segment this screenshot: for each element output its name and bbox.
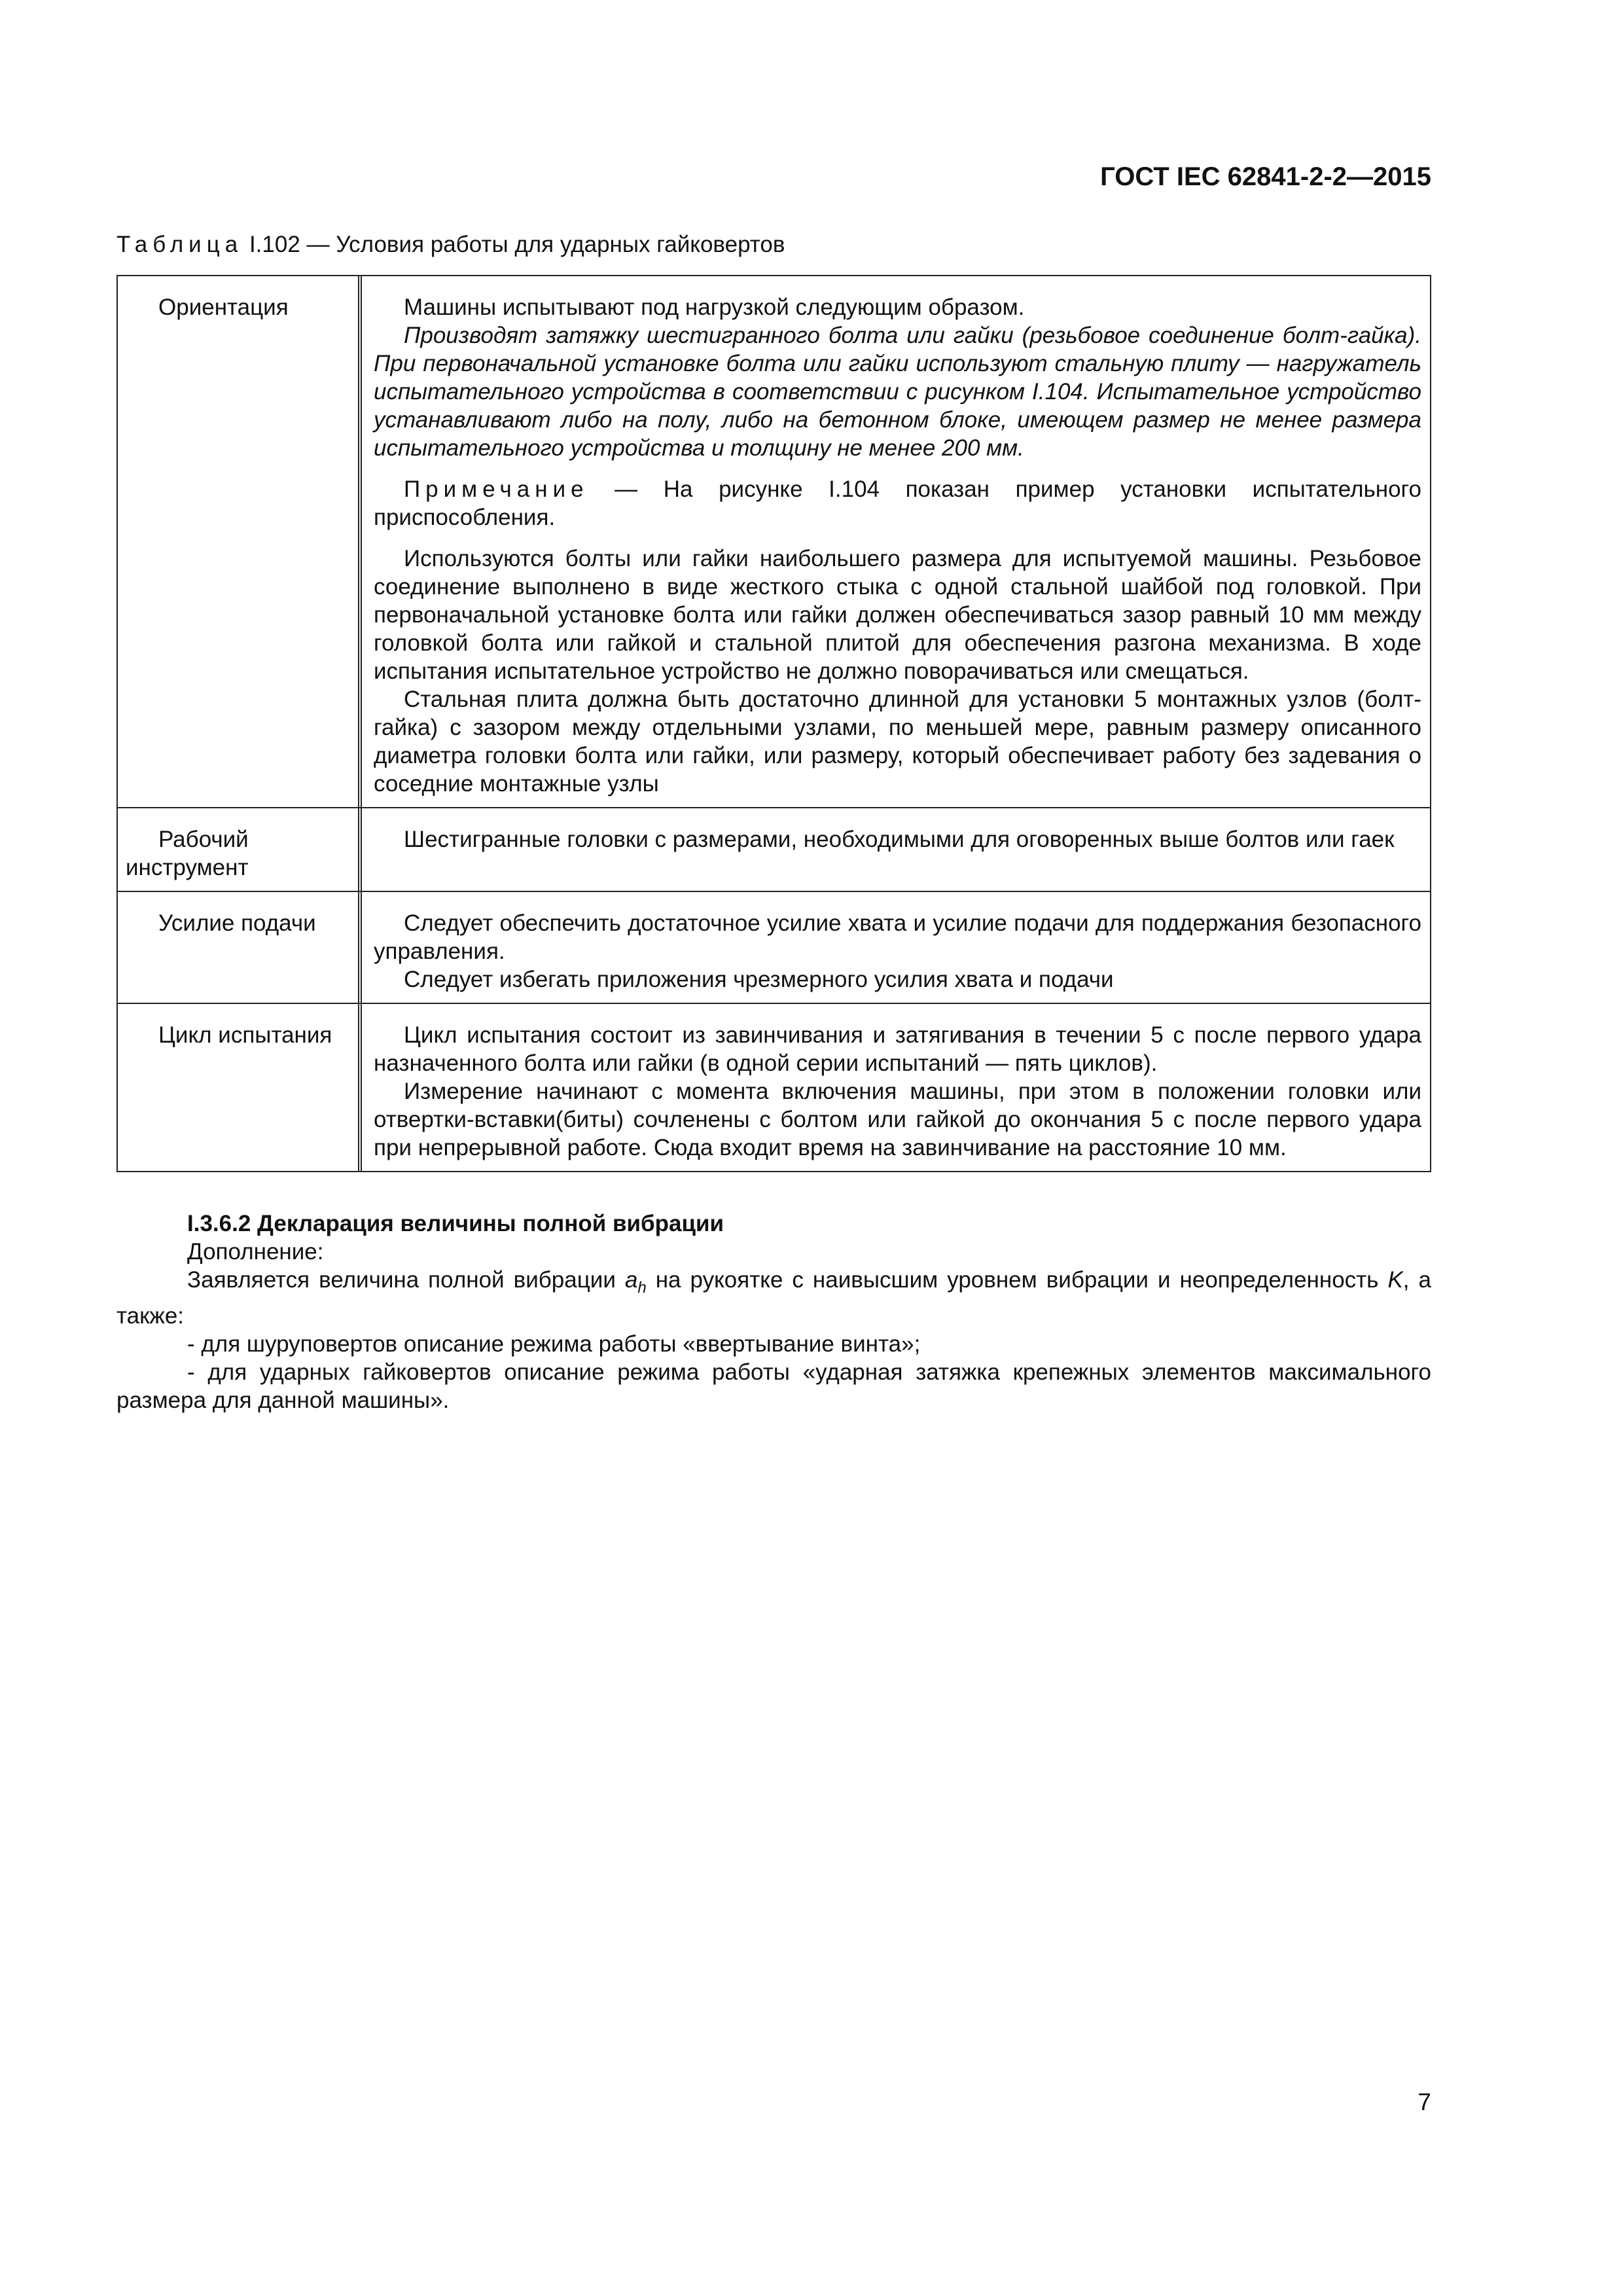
declaration-text-end: , а также: (116, 1267, 1431, 1329)
table-caption-text: I.102 — Условия работы для ударных гайковертов (243, 232, 785, 257)
table-cell-content (362, 808, 1430, 891)
conditions-table (116, 275, 1431, 1172)
table-caption (116, 230, 785, 259)
feed-force-p2: Следует избегать приложения чрезмерного усилия хвата и подачи (404, 967, 1114, 992)
vibration-declaration-section (116, 1210, 1431, 1414)
note-text: — На рисунке I.104 показан пример установки испытательного приспособления. (374, 476, 1421, 530)
declaration-subscript: h (637, 1279, 647, 1297)
document-header: ГОСТ IEC 62841-2-2—2015 (1100, 162, 1431, 191)
feed-force-p1: Следует обеспечить достаточное усилие хвата и усилие подачи для поддержания безопасного управления. (374, 910, 1421, 964)
page-number: 7 (1418, 2089, 1431, 2115)
list-item: - для шуруповертов описание режима работы «ввертывание винта»; (187, 1331, 921, 1357)
table-cell-content (362, 276, 1430, 807)
list-item: - для ударных гайковертов описание режима работы «ударная затяжка крепежных элементов максимального размера для данной машины». (116, 1359, 1431, 1413)
test-cycle-p1: Цикл испытания состоит из завинчивания и затягивания в течении 5 с после первого удара назначенного болта или гайки (в одной серии испытаний — пять циклов). (374, 1022, 1421, 1076)
table-cell-content (362, 892, 1430, 1003)
section-addition: Дополнение: (187, 1239, 324, 1265)
table-cell-label (118, 808, 362, 891)
declaration-k: K (1387, 1267, 1403, 1293)
declaration-text-start: Заявляется величина полной вибрации (187, 1267, 625, 1293)
tool-description: Шестигранные головки с размерами, необходимыми для оговоренных выше болтов или гаек (404, 827, 1395, 852)
orientation-procedure: Производят затяжку шестигранного болта или гайки (резьбовое соединение болт-гайка). При первоначальной установке болта или гайки используют стальную плиту — нагружатель испытательного устройства в соответствии с рисунком I.104. Испытательное устройство устанавливают либо на полу, либо на бетонном блоке, имеющем размер не менее размера испытательного устройства и толщину не менее 200 мм. (374, 323, 1421, 461)
table-row (118, 1003, 1430, 1171)
orientation-plate: Стальная плита должна быть достаточно длинной для установки 5 монтажных узлов (болт-гайка) с зазором между отдельными узлами, по меньшей мере, равным размеру описанного диаметра головки болта или гайки, или размеру, который обеспечивает работу без задевания о соседние монтажные узлы (374, 687, 1421, 797)
table-cell-content (362, 1004, 1430, 1171)
declaration-text-middle: на рукоятке с наивысшим уровнем вибрации и неопределенность (646, 1267, 1388, 1293)
table-row (118, 276, 1430, 807)
row-label-test-cycle: Цикл испытания (158, 1022, 332, 1048)
orientation-bolts: Используются болты или гайки наибольшего размера для испытуемой машины. Резьбовое соединение выполнено в виде жесткого стыка с одной стальной шайбой под головкой. При первоначальной установке болта или гайки должен обеспечиваться зазор равный 10 мм между головкой болта или гайкой и стальной плитой для обеспечения разгона механизма. В ходе испытания испытательное устройство не должно поворачиваться или смещаться. (374, 546, 1421, 684)
table-row (118, 891, 1430, 1003)
table-cell-label (118, 276, 362, 807)
row-label-feed-force: Усилие подачи (158, 910, 316, 936)
section-declaration (116, 1266, 1431, 1330)
table-cell-label (118, 1004, 362, 1171)
row-label-orientation: Ориентация (158, 295, 289, 320)
orientation-note (374, 475, 1421, 531)
table-cell-label (118, 892, 362, 1003)
orientation-intro: Машины испытывают под нагрузкой следующим образом. (404, 295, 1025, 320)
table-row (118, 807, 1430, 891)
row-label-tool: Рабочий инструмент (126, 827, 249, 880)
section-heading: I.3.6.2 Декларация величины полной вибрации (187, 1211, 724, 1236)
test-cycle-p2: Измерение начинают с момента включения машины, при этом в положении головки или отвертки-вставки(биты) сочленены с болтом или гайкой до окончания 5 с после первого удара при непрерывной работе. Сюда входит время на завинчивание на расстояние 10 мм. (374, 1079, 1421, 1160)
table-caption-label: Таблица (116, 232, 243, 257)
note-label: Примечание (404, 476, 589, 502)
declaration-variable: a (624, 1267, 638, 1293)
